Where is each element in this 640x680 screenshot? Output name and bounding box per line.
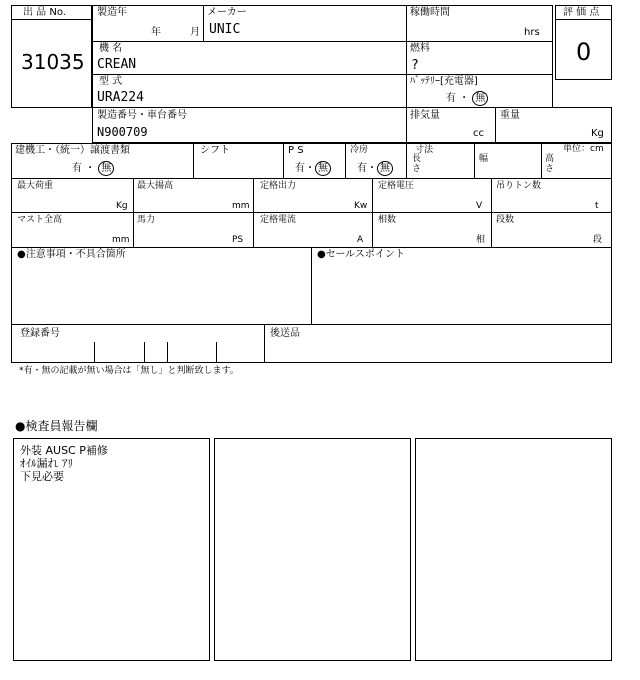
model-name-label: 機 名	[99, 43, 123, 54]
rated-voltage-label: 定格電圧	[378, 181, 415, 191]
cooler-label: 冷房	[350, 145, 369, 155]
phase-label: 相数	[378, 215, 397, 225]
ps-yes: 有・	[295, 163, 315, 174]
rated-output-label: 定格出力	[260, 181, 297, 191]
hours-label: 稼働時間	[410, 7, 450, 18]
cooler-yes: 有・	[357, 163, 377, 174]
steps-label: 段数	[496, 215, 515, 225]
type-value: URA224	[97, 90, 144, 105]
lift-ton-unit: t	[595, 201, 599, 211]
rating-value: 0	[576, 38, 592, 66]
lot-number-label: 出 品 No.	[23, 7, 66, 18]
month-unit: 月	[190, 27, 200, 38]
inspector-note-line: 外装 AUSC P補修	[20, 444, 108, 457]
ps-label: P S	[288, 145, 304, 156]
rating-label: 評 価 点	[563, 7, 600, 18]
max-lift-label: 最大揚高	[137, 181, 174, 191]
lot-number-value: 31035	[21, 50, 85, 74]
inspector-notes	[20, 444, 108, 483]
height-label-2: さ	[545, 164, 555, 174]
displacement-label: 排気量	[410, 110, 440, 121]
lift-ton-label: 吊りトン数	[496, 181, 542, 191]
rated-current-label: 定格電流	[260, 215, 297, 225]
sales-point-label: ●セールスポイント	[317, 249, 405, 260]
fuel-label: 燃料	[410, 43, 430, 54]
registration-row	[11, 324, 612, 363]
battery-yes: 有 ・	[446, 93, 470, 104]
height-label-1: 高	[545, 154, 555, 164]
cooler-option	[357, 161, 393, 176]
model-name-value: CREAN	[97, 57, 137, 72]
year-unit: 年	[151, 27, 161, 38]
battery-no-circled: 無	[472, 91, 488, 106]
serial-label: 製造番号・車台番号	[97, 110, 187, 121]
phase-unit: 相	[476, 235, 486, 245]
inspector-note-line: 下見必要	[20, 470, 64, 483]
horsepower-unit: PS	[232, 235, 244, 245]
maker-value: UNIC	[209, 22, 241, 37]
footnote: *有・無の記載が無い場合は「無し」と判断致します。	[19, 366, 239, 376]
inspector-box-3	[415, 438, 612, 661]
ps-option	[295, 161, 331, 176]
weight-unit: Kg	[591, 128, 604, 139]
dimension-label: 寸法	[415, 145, 434, 155]
year-label: 製造年	[97, 7, 127, 18]
battery-option	[446, 91, 488, 106]
steps-unit: 段	[593, 235, 603, 245]
caution-label: ●注意事項・不具合箇所	[17, 249, 126, 260]
inspector-note-line: ｵｲﾙ漏れ ｱﾘ	[20, 457, 73, 470]
shift-label: シフト	[200, 145, 230, 156]
battery-label: ﾊﾞｯﾃﾘｰ[充電器]	[410, 76, 478, 87]
rated-current-unit: A	[357, 235, 364, 245]
maker-label: メーカー	[207, 7, 247, 18]
registration-label: 登録番号	[20, 328, 60, 339]
horsepower-label: 馬力	[137, 215, 156, 225]
weight-label: 重量	[500, 110, 520, 121]
type-label: 型 式	[99, 76, 123, 87]
rated-output-unit: Kw	[354, 201, 368, 211]
ps-no-circled: 無	[315, 161, 331, 176]
length-label-2: さ	[412, 164, 422, 174]
transfer-doc-option	[72, 161, 114, 176]
width-label: 幅	[479, 154, 489, 164]
max-load-unit: Kg	[116, 201, 128, 211]
serial-value: N900709	[97, 125, 148, 139]
transfer-doc-no-circled: 無	[98, 161, 114, 176]
mast-height-unit: mm	[112, 235, 130, 245]
max-load-label: 最大荷重	[17, 181, 54, 191]
displacement-unit: cc	[473, 128, 484, 139]
delivery-label: 後送品	[270, 328, 300, 339]
specs-table	[11, 143, 612, 248]
fuel-value: ?	[411, 58, 419, 73]
cooler-no-circled: 無	[377, 161, 393, 176]
length-label-1: 長	[412, 154, 422, 164]
mast-height-label: マスト全高	[17, 215, 63, 225]
rated-voltage-unit: V	[476, 201, 483, 211]
inspector-title: ●検査員報告欄	[15, 419, 98, 433]
unit-cm-label: 単位：cm	[563, 144, 604, 154]
hours-unit: hrs	[524, 27, 540, 38]
transfer-doc-label: 建機工・（統一）譲渡書類	[15, 145, 130, 156]
inspector-box-2	[214, 438, 411, 661]
transfer-doc-yes: 有 ・	[72, 163, 96, 174]
max-lift-unit: mm	[232, 201, 250, 211]
